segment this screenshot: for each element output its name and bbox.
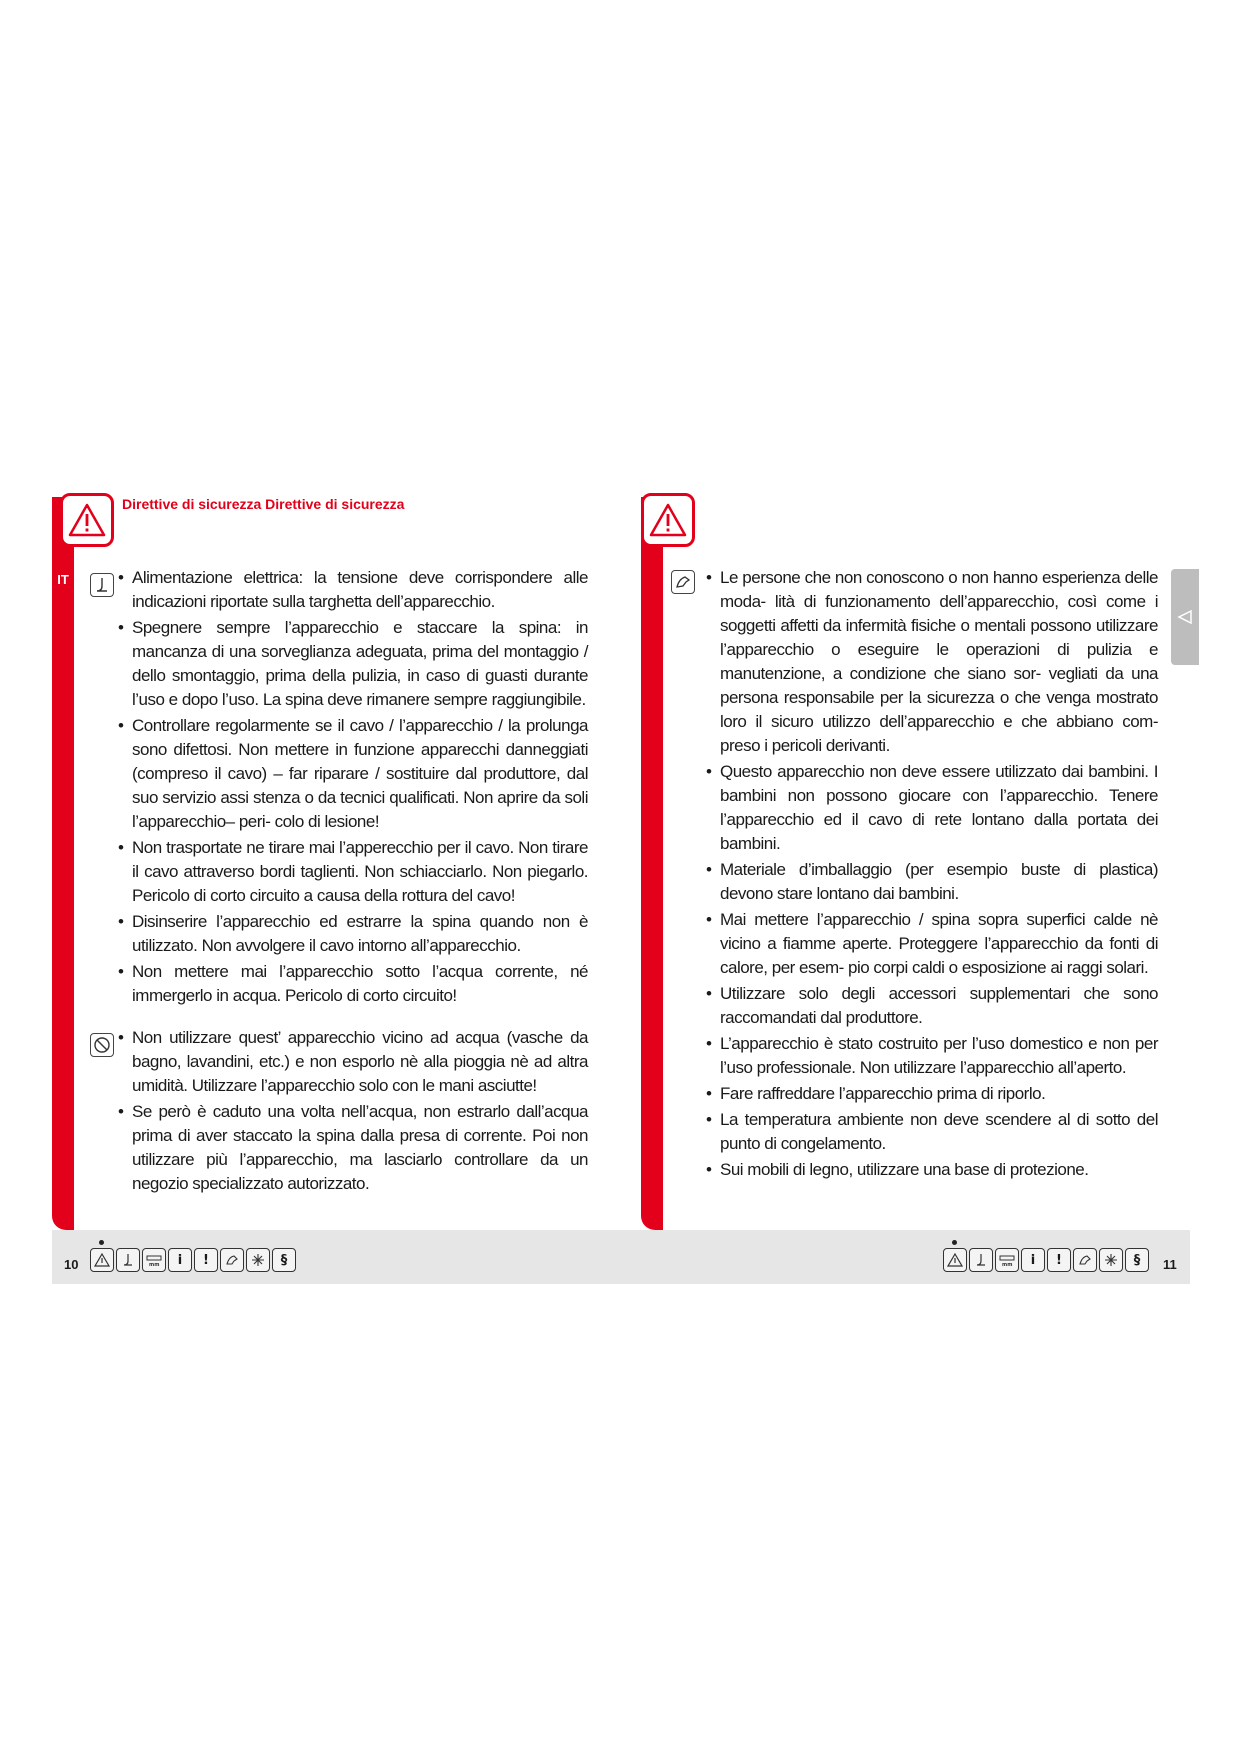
list-item: • Questo apparecchio non deve essere utilizzato dai bambini. I bambini non possono giocare con l’apparecchio. Tenere l’apparecchio ed il cavo di rete lontano dalla portata dei bambini. (706, 760, 1158, 856)
law-icon: § (272, 1248, 296, 1272)
measure-icon (995, 1248, 1019, 1272)
no-water-icon (90, 1033, 114, 1057)
warning-icon (943, 1248, 967, 1272)
svg-text:mm: mm (1002, 1262, 1013, 1267)
left-group-water (118, 1026, 588, 1198)
list-item: • Mai mettere l’apparecchio / spina sopra superfici calde nè vicino a fiamme aperte. Proteggere l’apparecchio da fonti di calore, per esem- pio corpi caldi o esposizione ai raggi solari. (706, 908, 1158, 980)
footer-dot-left (99, 1240, 104, 1245)
measure-icon (142, 1248, 166, 1272)
page-number-right: 11 (1163, 1257, 1177, 1272)
footer-dot-right (952, 1240, 957, 1245)
hand-icon (220, 1248, 244, 1272)
list-item: • Le persone che non conoscono o non hanno esperienza delle moda- lità di funzionamento dell’apparecchio, così come i soggetti affetti da infermità fisiche o mentali possono utilizzare l’apparecchio o eseguire le operazioni di pulizia e manutenzione, a condizione che siano sor- vegliati da una persona responsabile per la sicurezza o che venga mostrato loro il sicuro utilizzo dell’apparecchio e che abbiano com- preso i pericoli derivanti. (706, 566, 1158, 758)
attention-icon: ! (194, 1248, 218, 1272)
list-item: • Non utilizzare quest’ apparecchio vicino ad acqua (vasche da bagno, lavandini, etc.) e non esporlo nè alla pioggia nè ad altra umidità. Utilizzare l’apparecchio solo con le mani asciutte! (118, 1026, 588, 1098)
list-item: • Spegnere sempre l’apparecchio e staccare la spina: in mancanza di una sorveglianza adeguata, prima del montaggio / dello smontaggio, prima della pulizia, in caso di guasti durante l’uso e dopo l’uso. La spina deve rimanere sempre raggiungibile. (118, 616, 588, 712)
right-group-list (706, 566, 1158, 1184)
info-icon: i (1021, 1248, 1045, 1272)
right-warning-box (641, 493, 695, 547)
list-item: • Se però è caduto una volta nell’acqua, non estrarlo dall’acqua prima di aver staccato la spina dalla presa di corrente. Poi non utilizzare più l’apparecchio, ma lasciarlo controllare da un negozio specializzato autorizzato. (118, 1100, 588, 1196)
frost-icon (246, 1248, 270, 1272)
language-tag: IT (57, 572, 69, 587)
list-item: • Fare raffreddare l’apparecchio prima di riporlo. (706, 1082, 1158, 1106)
left-red-edge (52, 497, 74, 1230)
attention-icon: ! (1047, 1248, 1071, 1272)
hand-icon (1073, 1248, 1097, 1272)
left-warning-box (60, 493, 114, 547)
footer-icons-left (90, 1248, 296, 1272)
info-icon: i (168, 1248, 192, 1272)
hand-icon (671, 570, 695, 594)
left-group-electric (118, 566, 588, 1010)
svg-text:mm: mm (149, 1262, 160, 1267)
list-item: • Non mettere mai l’apparecchio sotto l’acqua corrente, né immergerlo in acqua. Pericolo di corto circuito! (118, 960, 588, 1008)
page-title: Direttive di sicurezza Direttive di sicurezza (122, 496, 405, 512)
list-item: • Materiale d’imballaggio (per esempio buste di plastica) devono stare lontano dai bambini. (706, 858, 1158, 906)
page-number-left: 10 (64, 1257, 79, 1272)
plug-icon (969, 1248, 993, 1272)
warning-triangle-icon (648, 502, 688, 538)
triangle-left-icon (1176, 608, 1194, 626)
warning-triangle-icon (67, 502, 107, 538)
list-item: • La temperatura ambiente non deve scendere al di sotto del punto di congelamento. (706, 1108, 1158, 1156)
footer-icons-right (943, 1248, 1149, 1272)
right-red-edge (641, 497, 663, 1230)
law-icon: § (1125, 1248, 1149, 1272)
list-item: • Utilizzare solo degli accessori supplementari che sono raccomandati dal produttore. (706, 982, 1158, 1030)
plug-icon (90, 573, 114, 597)
list-item: • Sui mobili di legno, utilizzare una base di protezione. (706, 1158, 1158, 1182)
plug-icon (116, 1248, 140, 1272)
list-item: • Controllare regolarmente se il cavo / l’apparecchio / la prolunga sono difettosi. Non mettere in funzione apparecchi danneggiati (compreso il cavo) – far riparare / sostituire dal produttore, dal suo servizio assi stenza o da tecnici qualificati. Non aprire da soli l’apparecchio– peri- colo di lesione! (118, 714, 588, 834)
list-item: • Non trasportate ne tirare mai l’apperecchio per il cavo. Non tirare il cavo attraverso bordi taglienti. Non schiacciarlo. Non piegarlo. Pericolo di corto circuito a causa della rottura del cavo! (118, 836, 588, 908)
list-item: • L’apparecchio è stato costruito per l’uso domestico e non per l’uso professionale. Non utilizzare l’apparecchio all’aperto. (706, 1032, 1158, 1080)
list-item: • Alimentazione elettrica: la tensione deve corrispondere alle indicazioni riportate sulla targhetta dell’apparecchio. (118, 566, 588, 614)
side-tab (1171, 569, 1199, 665)
list-item: • Disinserire l’apparecchio ed estrarre la spina quando non è utilizzato. Non avvolgere il cavo intorno all’apparecchio. (118, 910, 588, 958)
warning-icon (90, 1248, 114, 1272)
frost-icon (1099, 1248, 1123, 1272)
